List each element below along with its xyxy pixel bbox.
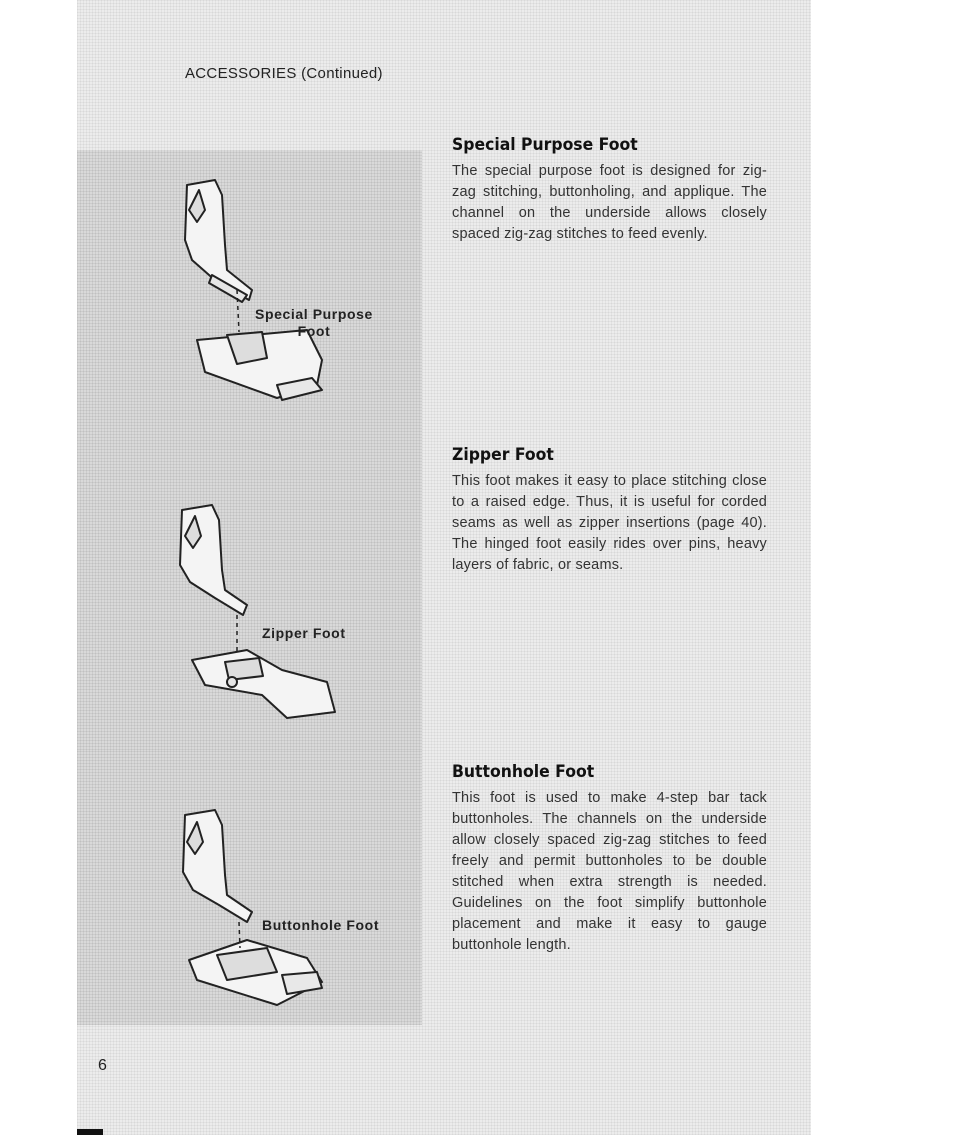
special-purpose-foot-drawing: [77, 150, 422, 450]
corner-mark: [77, 1129, 103, 1135]
section-buttonhole-foot: [452, 762, 767, 956]
special-purpose-foot-label: [255, 306, 373, 340]
illustration-special-purpose-foot: [77, 150, 422, 450]
section-title: Zipper Foot: [452, 445, 554, 465]
section-title: Buttonhole Foot: [452, 762, 595, 782]
page-header: ACCESSORIES (Continued): [185, 65, 383, 82]
zipper-foot-label: [262, 625, 346, 642]
label-line: Special Purpose: [255, 306, 373, 322]
buttonhole-foot-label: [262, 917, 379, 934]
zipper-foot-drawing: [77, 450, 422, 750]
label-line: Buttonhole Foot: [262, 917, 380, 933]
section-special-purpose-foot: [452, 135, 767, 245]
manual-page: [77, 0, 811, 1135]
illustration-buttonhole-foot: [77, 750, 422, 1025]
section-zipper-foot: [452, 445, 767, 576]
label-line: Foot: [297, 323, 331, 339]
label-line: Zipper Foot: [262, 625, 346, 641]
section-title: Special Purpose Foot: [452, 135, 638, 155]
illustration-zipper-foot: [77, 450, 422, 750]
section-body: This foot is used to make 4-step bar tack buttonholes. The channels on the underside allow closely spaced zig-zag stitches to feed freely and permit buttonholes to be double stitched when extra strength is needed. Guidelines on the foot simplify buttonhole placement and make it easy to gauge buttonhole length.: [452, 790, 767, 953]
page-number: 6: [98, 1057, 107, 1074]
buttonhole-foot-drawing: [77, 750, 422, 1025]
section-body: This foot makes it easy to place stitching close to a raised edge. Thus, it is useful for corded seams as well as zipper insertions (page 40). The hinged foot easily rides over pins, heavy layers of fabric, or seams.: [452, 473, 767, 573]
section-body: The special purpose foot is designed for zig-zag stitching, buttonholing, and applique. The channel on the underside allows closely spaced zig-zag stitches to feed evenly.: [452, 163, 767, 242]
